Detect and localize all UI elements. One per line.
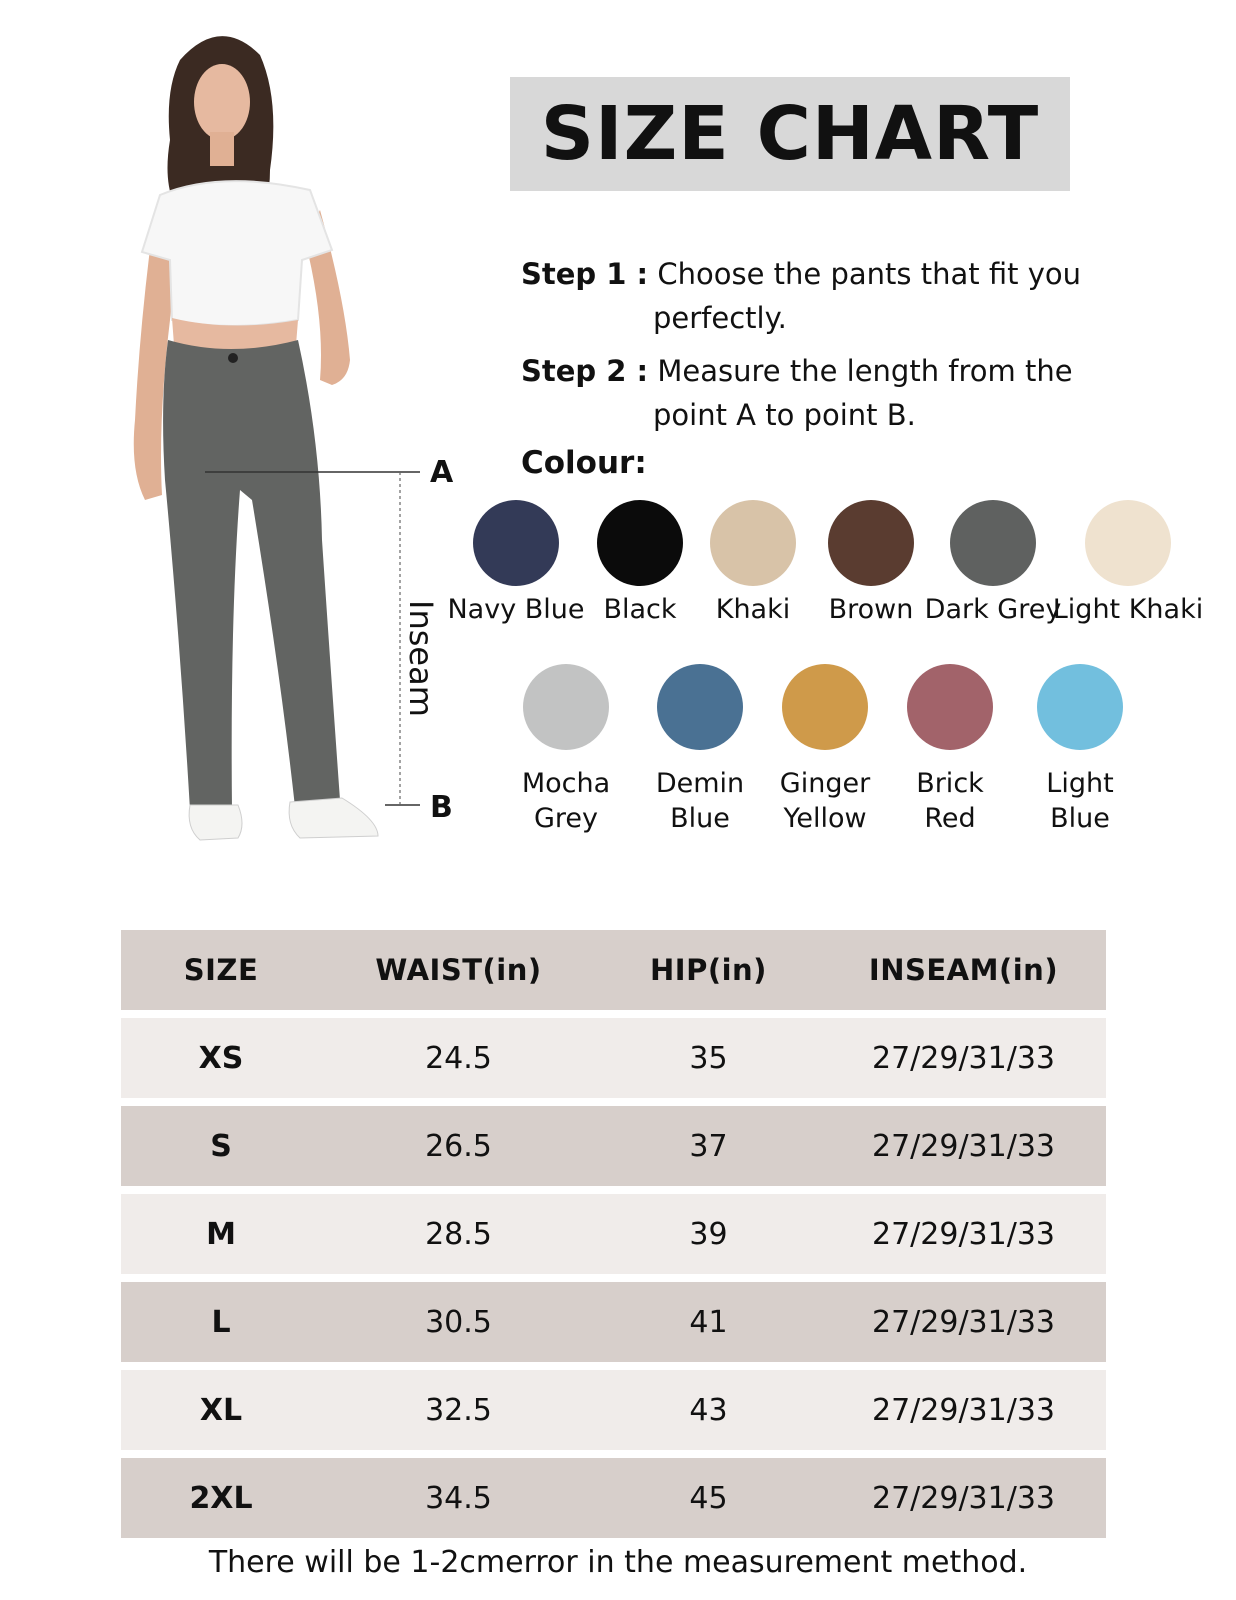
size-table: [121, 922, 1106, 1546]
colour-name: Navy Blue: [447, 594, 585, 625]
cell-hip: 45: [689, 1480, 728, 1516]
cell-inseam: 27/29/31/33: [871, 1216, 1056, 1252]
cell-size: 2XL: [189, 1480, 253, 1516]
step-2-text-line2: point A to point B.: [653, 398, 916, 432]
step-1-label: Step 1 :: [521, 257, 649, 291]
colour-swatch: [907, 664, 993, 750]
colour-name: Dark Grey: [924, 594, 1062, 625]
step-1-text-line2: perfectly.: [653, 301, 787, 335]
step-2-text-line1: Measure the length from the: [657, 354, 1073, 388]
table-row: [121, 1370, 1106, 1450]
colour-swatch: [950, 500, 1036, 586]
colour-swatch: [710, 500, 796, 586]
cell-waist: 24.5: [425, 1040, 492, 1076]
table-row: [121, 1282, 1106, 1362]
table-header-row: [121, 930, 1106, 1010]
cell-hip: 37: [689, 1128, 728, 1164]
colour-name: Black: [603, 594, 677, 625]
cell-hip: 39: [689, 1216, 728, 1252]
cell-inseam: 27/29/31/33: [871, 1128, 1056, 1164]
cell-waist: 34.5: [425, 1480, 492, 1516]
header-inseam: INSEAM(in): [868, 953, 1059, 987]
cell-inseam: 27/29/31/33: [871, 1040, 1056, 1076]
page-title: SIZE CHART: [540, 91, 1040, 177]
cell-hip: 35: [689, 1040, 728, 1076]
cell-inseam: 27/29/31/33: [871, 1304, 1056, 1340]
inseam-label: Inseam: [402, 600, 440, 717]
point-a-label: A: [430, 455, 454, 490]
colour-swatch: [523, 664, 609, 750]
colour-name-1: Ginger: [779, 768, 871, 799]
colour-heading: Colour:: [521, 445, 647, 481]
colour-name-1: Brick: [916, 768, 984, 799]
step-2-label: Step 2 :: [521, 354, 649, 388]
step-2: [521, 353, 1081, 433]
table-row: [121, 1194, 1106, 1274]
header-size: SIZE: [183, 953, 259, 987]
header-waist: WAIST(in): [375, 953, 542, 987]
colour-swatch: [657, 664, 743, 750]
colour-name-2: Red: [924, 803, 976, 834]
table-row: [121, 1106, 1106, 1186]
colour-swatch: [597, 500, 683, 586]
table-row: [121, 1018, 1106, 1098]
colour-swatch: [828, 500, 914, 586]
colour-name-2: Yellow: [783, 803, 867, 834]
colour-name-2: Blue: [670, 803, 730, 834]
cell-waist: 26.5: [425, 1128, 492, 1164]
colour-swatch: [782, 664, 868, 750]
point-b-label: B: [430, 790, 453, 825]
colour-name: Khaki: [715, 594, 791, 625]
cell-hip: 41: [689, 1304, 728, 1340]
colour-name-1: Mocha: [521, 768, 611, 799]
cell-size: M: [206, 1216, 236, 1252]
colour-name-2: Grey: [533, 803, 599, 834]
cell-size: XL: [199, 1392, 243, 1428]
footnote: There will be 1-2cmerror in the measurement method.: [208, 1545, 1028, 1580]
cell-inseam: 27/29/31/33: [871, 1392, 1056, 1428]
step-1: [521, 256, 1081, 336]
colour-name: Brown: [828, 594, 914, 625]
colour-name-1: Light: [1046, 768, 1114, 799]
colour-swatch: [1085, 500, 1171, 586]
cell-waist: 32.5: [425, 1392, 492, 1428]
step-1-text-line1: Choose the pants that fit you: [657, 257, 1081, 291]
colour-name-2: Blue: [1050, 803, 1110, 834]
table-row: [121, 1458, 1106, 1538]
cell-size: XS: [198, 1040, 244, 1076]
cell-waist: 28.5: [425, 1216, 492, 1252]
colour-swatch: [473, 500, 559, 586]
cell-waist: 30.5: [425, 1304, 492, 1340]
cell-inseam: 27/29/31/33: [871, 1480, 1056, 1516]
colour-name: Light Khaki: [1052, 594, 1204, 625]
cell-size: L: [211, 1304, 231, 1340]
colour-swatch: [1037, 664, 1123, 750]
cell-hip: 43: [689, 1392, 728, 1428]
header-hip: HIP(in): [650, 953, 767, 987]
cell-size: S: [210, 1128, 232, 1164]
colour-name-1: Demin: [655, 768, 745, 799]
title-banner: [510, 77, 1070, 191]
